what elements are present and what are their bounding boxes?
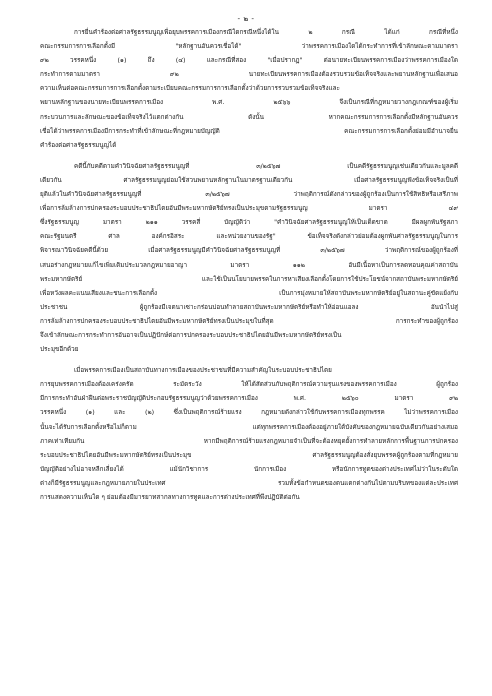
text-line: พระมหากษัตริย์ และใช้เป็นนโยบายพรรคในการหาเสียงเลือกตั้งโดยการใช้ประโยชน์จากสถาบันพระมหากษัตริย์	[40, 275, 458, 283]
text-line: ต่างก็มีรัฐธรรมนูญและกฎหมายภายในประเทศ รวมทั้งข้อกำหนดของตนแตกต่างกันไปตามบริบทของแต่ละประเทศ	[40, 479, 458, 487]
text-line: คำร้องต่อศาลรัฐธรรมนูญได้	[40, 141, 117, 149]
text-line: เชื่อได้ว่าพรรคการเมืองมีการกระทำที่เข้าลักษณะที่กฎหมายบัญญัติ คณะกรรมการการเลือกตั้งย่อมมีอำนาจยื่น	[40, 127, 458, 135]
text-line: มีการกระทำอันฝ่าฝืนต่อพระราชบัญญัติประกอบรัฐธรรมนูญว่าด้วยพรรคการเมือง พ.ศ. ๒๕๖๐ มาตรา ๙๒	[40, 395, 458, 403]
text-line: ระบอบประชาธิปไตยอันมีพระมหากษัตริย์ทรงเป็นประมุข ศาลรัฐธรรมนูญต้องสั่งยุบพรรคผู้ถูกร้องตามที่กฎหมาย	[40, 451, 458, 459]
text-line: วรรคหนึ่ง (๑) และ (๒) ซึ่งเป็นพฤติการณ์ร้ายแรง กฎหมายดังกล่าวใช้กับพรรคการเมืองทุกพรรค ไม่ว่าพรรคการเมือง	[40, 409, 458, 417]
text-line: เดียวกัน ศาลรัฐธรรมนูญย่อมใช้สวนพยานหลักฐานในมาตรฐานเดียวกัน เมื่อศาลรัฐธรรมนูญฟังข้อเท็จจริงเป็นที่	[40, 176, 458, 184]
text-line: ซึ่งรัฐธรรมนูญ มาตรา ๒๑๑ วรรคสี่ บัญญัติว่า "คำวินิจฉัยศาลรัฐธรรมนูญให้เป็นเด็ดขาด มีผลผูกพันรัฐสภา	[40, 219, 458, 227]
text-line: พิจารณาวินิจฉัยคดีนี้ด้วย เมื่อศาลรัฐธรรมนูญมีคำวินิจฉัยศาลรัฐธรรมนูญที่ ๓/๒๕๖๗ ว่าพฤติการณ์ของผู้ถูกร้องที่	[40, 247, 458, 255]
text-line: ยุติแล้วในคำวินิจฉัยศาลรัฐธรรมนูญที่ ๓/๒๕๖๗ ว่าพฤติการณ์ดังกล่าวของผู้ถูกร้องเป็นการใช้สิทธิหรือเสรีภาพ	[40, 191, 458, 199]
text-line: เพื่อหวังผลคะแนนเสียงและชนะการเลือกตั้ง เป็นการมุ่งหมายให้สถาบันพระมหากษัตริย์อยู่ในสถานะคู่ขัดแย้งกับ	[40, 289, 458, 297]
text-line: บัญญัติอย่างไม่อาจหลีกเลี่ยงได้ แม้นักวิชาการ นักการเมือง หรือนักการทูตของต่างประเทศไม่ว่าในระดับใด	[40, 465, 458, 473]
text-line: ความเห็นต่อคณะกรรมการการเลือกตั้งตามระเบียบคณะกรรมการการเลือกตั้งว่าด้วยการรวบรวมข้อเท็จจริงและ	[40, 85, 340, 93]
text-line: เพื่อการล้มล้างการปกครองระบอบประชาธิปไตยอันมีพระมหากษัตริย์ทรงเป็นประมุขตามรัฐธรรมนูญ มาตรา ๔๙	[40, 205, 458, 213]
text-line: คณะรัฐมนตรี ศาล องค์กรอิสระ และหน่วยงานของรัฐ" ข้อเท็จจริงดังกล่าวย่อมต้องผูกพันศาลรัฐธรรมนูญในการ	[40, 233, 458, 241]
text-line: ภาคเท่าเทียมกัน หากมีพฤติการณ์ร้ายแรงกฎหมายจำเป็นที่จะต้องหยุดยั้งการทำลายหลักการพื้นฐานการปกครอง	[40, 437, 458, 445]
text-line: จึงเข้าลักษณะการกระทำการอันอาจเป็นปฏิปักษ์ต่อการปกครองระบอบประชาธิปไตยอันมีพระมหากษัตริย์ทรงเป็น	[40, 331, 342, 339]
text-line: การยื่นคำร้องต่อศาลรัฐธรรมนูญเพื่อยุบพรรคการเมืองกรณีใดกรณีหนึ่งได้ใน ๒ กรณี ได้แก่ กรณีที่หนึ่ง	[74, 29, 458, 36]
page-number: - ๒ -	[237, 14, 255, 23]
text-line: ประชาชน ผู้ถูกร้องมีเจตนาเซาะกร่อนบ่อนทำลายสถาบันพระมหากษัตริย์หรือทำให้อ่อนแอลง อันนำไปสู่	[40, 303, 458, 311]
text-line: คณะกรรมการการเลือกตั้งมี "หลักฐานอันควรเชื่อได้" ว่าพรรคการเมืองใดได้กระทำการที่เข้าลักษณะตามมาตรา	[40, 43, 458, 51]
text-line: เมื่อพรรคการเมืองเป็นสถาบันทางการเมืองของประชาชนที่มีความสำคัญในระบอบประชาธิปไตย	[74, 367, 332, 375]
paragraph-3	[40, 364, 458, 505]
text-line: ประมุขอีกด้วย	[40, 346, 79, 354]
paragraph-2	[40, 160, 458, 357]
text-line: การแสดงความเห็นใด ๆ ย่อมต้องมีมารยาทสากลทางการทูตและการต่างประเทศที่พึงปฏิบัติต่อกัน	[40, 494, 300, 501]
text-line: กระบวนการและลักษณะของข้อเท็จจริงไว้แตกต่างกัน ดังนั้น หากคณะกรรมการการเลือกตั้งมีหลักฐานอันควร	[40, 113, 458, 121]
text-line: ๙๒ วรรคหนึ่ง (๑) ถึง (๔) และกรณีที่สอง "เมื่อปรากฏ" ต่อนายทะเบียนพรรคการเมืองว่าพรรคการเมืองใด	[40, 57, 458, 65]
text-line: การล้มล้างการปกครองระบอบประชาธิปไตยอันมีพระมหากษัตริย์ทรงเป็นประมุขในที่สุด การกระทำของผู้ถูกร้อง	[40, 317, 458, 325]
text-line: การยุบพรรคการเมืองต้องเคร่งครัด ระมัดระวัง ให้ได้สัดส่วนกับพฤติการณ์ความรุนแรงของพรรคการเมือง ผู้ถูกร้อง	[40, 381, 458, 389]
text-line: พยานหลักฐานของนายทะเบียนพรรคการเมือง พ.ศ. ๒๕๖๖ จึงเป็นกรณีที่กฎหมายวางกฎเกณฑ์ของผู้เริ่ม	[40, 99, 458, 107]
text-line: คดีนี้กับคดีตามคำวินิจฉัยศาลรัฐธรรมนูญที่ ๓/๒๕๖๗ เป็นคดีรัฐธรรมนูญเช่นเดียวกันและมูลคดี	[74, 162, 458, 170]
text-line: เสนอร่างกฎหมายแก้ไขเพิ่มเติมประมวลกฎหมายอาญา มาตรา ๑๑๒ อันมีเนื้อหาเป็นการลดทอนคุณค่าสถาบัน	[40, 261, 458, 269]
text-line: นั้นจะได้รับการเลือกตั้งหรือไม่ก็ตาม แต่ทุกพรรคการเมืองต้องอยู่ภายใต้บังคับของกฎหมายฉบับเดียวกันอย่างเสมอ	[40, 423, 458, 431]
document-body	[40, 26, 458, 505]
paragraph-1	[40, 26, 458, 153]
text-line: กระทำการตามมาตรา ๙๒ นายทะเบียนพรรคการเมืองต้องรวบรวมข้อเท็จจริงและพยานหลักฐานเพื่อเสนอ	[40, 71, 458, 79]
